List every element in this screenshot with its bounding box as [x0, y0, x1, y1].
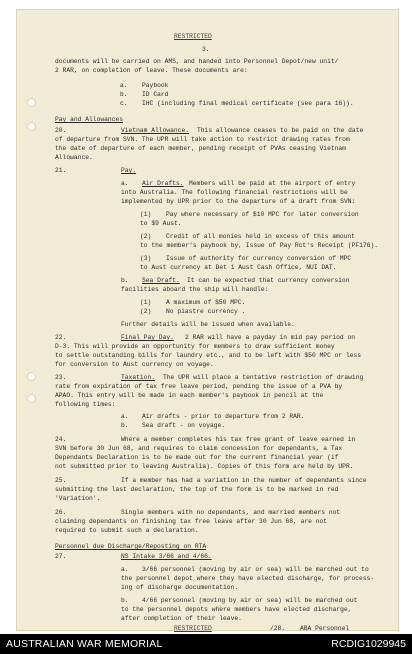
para-number: 21. — [55, 167, 67, 174]
item-number: (1) — [140, 211, 152, 218]
archive-footer — [0, 634, 412, 654]
para-line: of departure from SVN. The UPR will take action to restrict drawing rates from — [55, 136, 350, 143]
security-classification-top: RESTRICTED — [174, 33, 212, 40]
punch-hole — [27, 394, 36, 403]
footer-institution: AUSTRALIAN WAR MEMORIAL — [6, 638, 163, 650]
para-title: Taxation. — [121, 374, 156, 381]
section-heading-pay: Pay and Allowances — [55, 116, 124, 123]
continuation-marker: /28. — [270, 625, 286, 632]
para-line: Dependants Declaration is to be made out for the current financial year (if — [55, 454, 339, 461]
para-title: Vietnam Allowance. — [121, 127, 190, 134]
para-title: Final Pay Day. — [121, 334, 174, 341]
para-line: 2 RAR will have a payday in mid pay period on — [185, 334, 356, 341]
para-line: the date of departure of each member, pending receipt of PVAs ceasing Vietnam — [55, 145, 346, 152]
intro-item-text: IHC (including final medical certificate (see para 16)). — [142, 100, 354, 107]
para-line: submitting the last declaration, the top of the form is to be marked in red — [55, 486, 339, 493]
sub-letter: a. — [121, 566, 129, 573]
para-line: following times: — [55, 401, 116, 408]
sub-letter: a. — [121, 413, 129, 420]
item-number: (1) — [140, 299, 152, 306]
item-line: 4/66 personnel (moving by air or sea) will be marched out — [142, 597, 358, 604]
item-number: (3) — [140, 255, 152, 262]
para-line: SVN before 30 Jun 68, and requires to claim concession for dependants, a Tax — [55, 445, 343, 452]
footer-record-id: RCDIG1029945 — [331, 638, 406, 650]
security-classification-bottom: RESTRICTED — [174, 625, 212, 632]
para-line: not submitted prior to leaving Australia). Copies of this form are held by UPR. — [55, 463, 354, 470]
item-line: after completion of their leave. — [121, 615, 242, 622]
punch-hole — [27, 372, 36, 381]
para-number: 20. — [55, 127, 67, 134]
para-line: required to submit such a declaration. — [55, 527, 199, 534]
item-line: the personnel depot where they have elected discharge, for process- — [121, 575, 375, 582]
para-line: The UPR will place a tentative restriction of drawing — [163, 374, 364, 381]
item-line: to Aust currency at Det 1 Aust Cash Office, NUI DAT. — [140, 264, 337, 271]
para-line: APAO. This entry will be made in each member's paybook in pencil at the — [55, 392, 324, 399]
para-number: 22. — [55, 334, 67, 341]
item-number: (2) — [140, 233, 152, 240]
para-number: 25. — [55, 477, 67, 484]
para-line: Where a member completes his tax free grant of leave earned in — [121, 436, 356, 443]
section-heading-discharge: Personnel due Discharge/Reposting on RTA — [55, 543, 207, 550]
para-line: into Australia. The following financial restrictions will be — [121, 189, 348, 196]
para-line: claiming dependants on finishing tax free leave after 30 Jun 68, are not — [55, 518, 328, 525]
para-number: 26. — [55, 509, 67, 516]
sub-letter: a. — [121, 180, 129, 187]
intro-line: documents will be carried on AMS, and handed into Personnel Depot/new unit/ — [55, 58, 339, 65]
item-text: Sea draft - on voyage. — [142, 422, 226, 429]
item-text: No piastre currency . — [166, 308, 246, 315]
item-text: Air drafts - prior to departure from 2 RAR. — [142, 413, 305, 420]
intro-item-letter: c. — [120, 100, 128, 107]
para-number: 27. — [55, 553, 67, 560]
para-line: Further details will be issued when available. — [121, 321, 295, 328]
sub-letter: b. — [121, 277, 129, 284]
item-line: ing of discharge documentation. — [121, 584, 239, 591]
para-line: facilities aboard the ship will handle: — [121, 286, 269, 293]
continuation-title: ABA Personnel — [300, 625, 350, 632]
item-text: A maximum of $50 MPC. — [166, 299, 246, 306]
item-line: Credit of all monies held in excess of this amount — [166, 233, 355, 240]
intro-item-text: Paybook — [142, 82, 169, 89]
sub-title: Air Drafts. — [142, 180, 184, 187]
para-line: rate from expiration of tax free leave period, pending the issue of a PVA by — [55, 383, 343, 390]
para-title: Pay. — [121, 167, 137, 174]
para-line: If a member has had a variation in the number of dependants since — [121, 477, 367, 484]
intro-item-letter: a. — [120, 82, 128, 89]
para-line: to settle outstanding bills for laundry etc., and to be left with $50 MPC or less — [55, 352, 362, 359]
para-number: 23. — [55, 374, 67, 381]
item-line: Issue of authority for currency conversion of MPC — [166, 255, 352, 262]
para-line: implemented by UPR prior to the departure of a draft from SVN: — [121, 198, 356, 205]
item-line: to the member's paybook by, Issue of Pay Rct's Receipt (PF176). — [140, 242, 379, 249]
para-line: Single members with no dependants, and married members not — [121, 509, 341, 516]
para-line: 'Variation'. — [55, 495, 101, 502]
punch-hole — [27, 122, 36, 131]
page-number: 3. — [202, 46, 210, 53]
item-number: (2) — [140, 308, 152, 315]
para-line: It can be expected that currency conversion — [187, 277, 350, 284]
intro-item-letter: b. — [120, 91, 128, 98]
sub-letter: b. — [121, 597, 129, 604]
para-line: Allowance. — [55, 154, 93, 161]
item-line: to $9 Aust. — [140, 220, 182, 227]
para-title: NS Intake 3/66 and 4/66. — [121, 553, 212, 560]
para-number: 24. — [55, 436, 67, 443]
para-line: for conversion to Aust currency on voyage. — [55, 361, 214, 368]
sub-title: Sea Draft. — [142, 277, 180, 284]
punch-hole — [27, 98, 36, 107]
item-line: 3/66 personnel (moving by air or sea) will be marched out to — [142, 566, 369, 573]
item-line: to the personnel depots where members have elected discharge, — [121, 606, 352, 613]
para-line: This allowance ceases to be paid on the date — [197, 127, 364, 134]
para-line: Members will be paid at the airport of entry — [189, 180, 356, 187]
sub-letter: b. — [121, 422, 129, 429]
para-line: D-3. This will provide an opportunity for members to draw sufficient money — [55, 343, 335, 350]
item-line: Pay where necessary of $10 MPC for later conversion — [166, 211, 359, 218]
intro-line: 2 RAR, on completion of leave. These documents are: — [55, 67, 248, 74]
intro-item-text: ID Card — [142, 91, 169, 98]
